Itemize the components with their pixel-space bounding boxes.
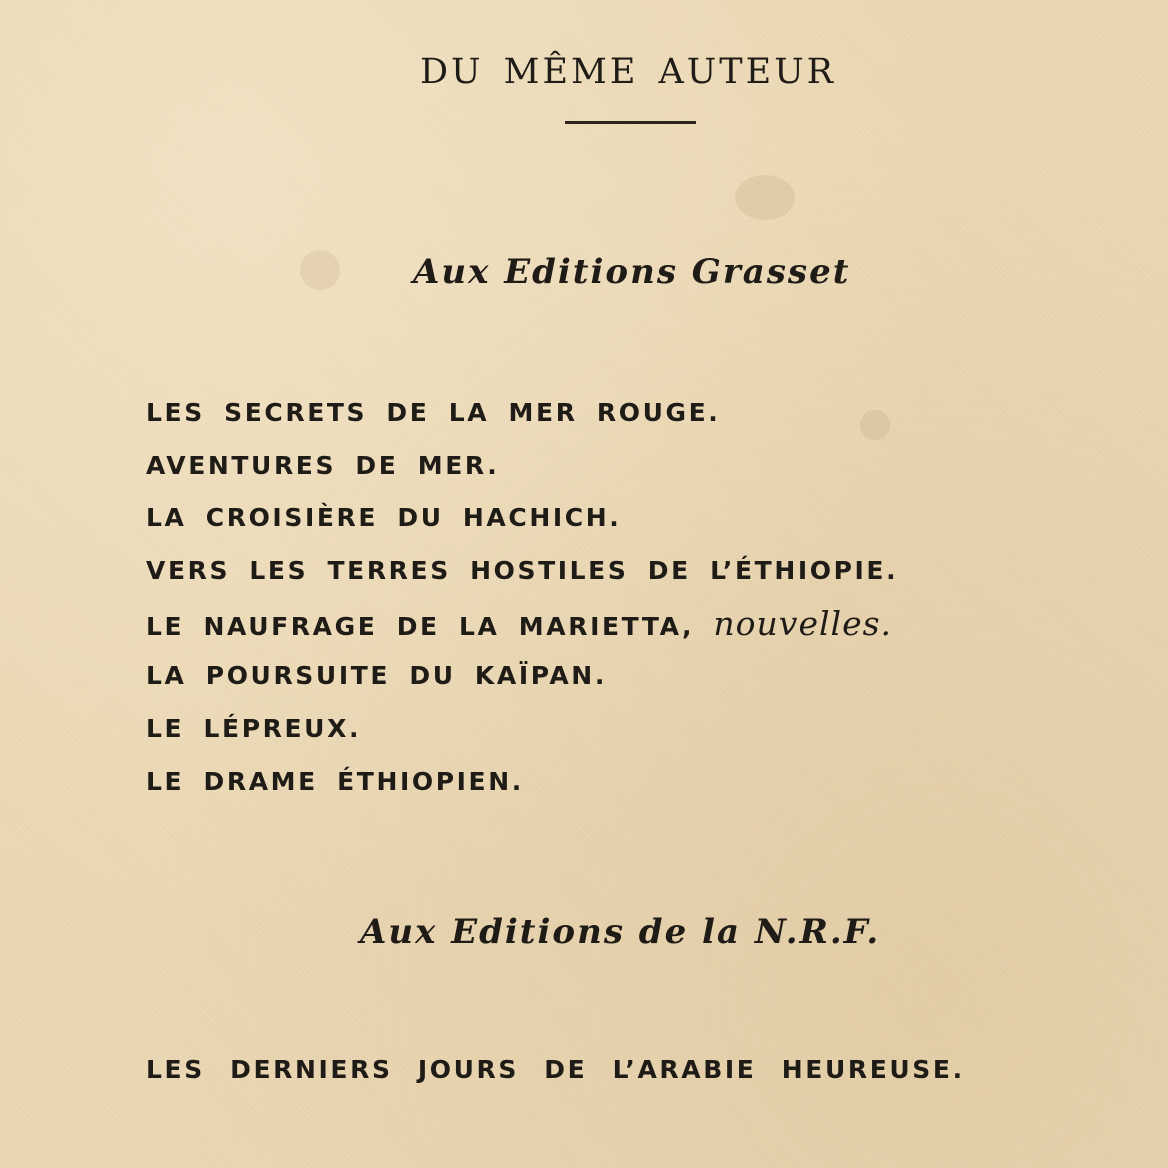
list-item <box>146 603 898 659</box>
list-item <box>146 764 898 817</box>
book-title: AVENTURES DE MER. <box>146 450 500 480</box>
list-item <box>146 711 898 764</box>
publisher-nrf-heading: Aux Editions de la N.R.F. <box>360 912 881 952</box>
grasset-title-list <box>146 395 898 817</box>
list-item <box>146 658 898 711</box>
list-item <box>146 448 898 501</box>
book-title: LE DRAME ÉTHIOPIEN. <box>146 766 524 796</box>
book-title: VERS LES TERRES HOSTILES DE L’ÉTHIOPIE. <box>146 556 899 586</box>
book-title: LES DERNIERS JOURS DE L’ARABIE HEUREUSE. <box>146 1055 965 1084</box>
list-item <box>146 1052 965 1088</box>
book-title: LE LÉPREUX. <box>146 714 362 744</box>
book-genre: nouvelles. <box>713 603 893 643</box>
book-title: LA CROISIÈRE DU HACHICH. <box>146 503 622 533</box>
nrf-title-list <box>146 1052 965 1088</box>
heading-rule <box>565 121 696 124</box>
list-item <box>146 395 898 448</box>
paper-stain <box>735 175 795 220</box>
paper-stain <box>300 250 340 290</box>
publisher-grasset-heading: Aux Editions Grasset <box>413 252 851 292</box>
book-title: LA POURSUITE DU KAÏPAN. <box>146 661 607 691</box>
list-item <box>146 500 898 553</box>
book-title: LES SECRETS DE LA MER ROUGE. <box>146 398 721 427</box>
list-item <box>146 553 898 606</box>
page-heading: DU MÊME AUTEUR <box>419 52 837 92</box>
book-title: LE NAUFRAGE DE LA MARIETTA, <box>146 611 714 641</box>
